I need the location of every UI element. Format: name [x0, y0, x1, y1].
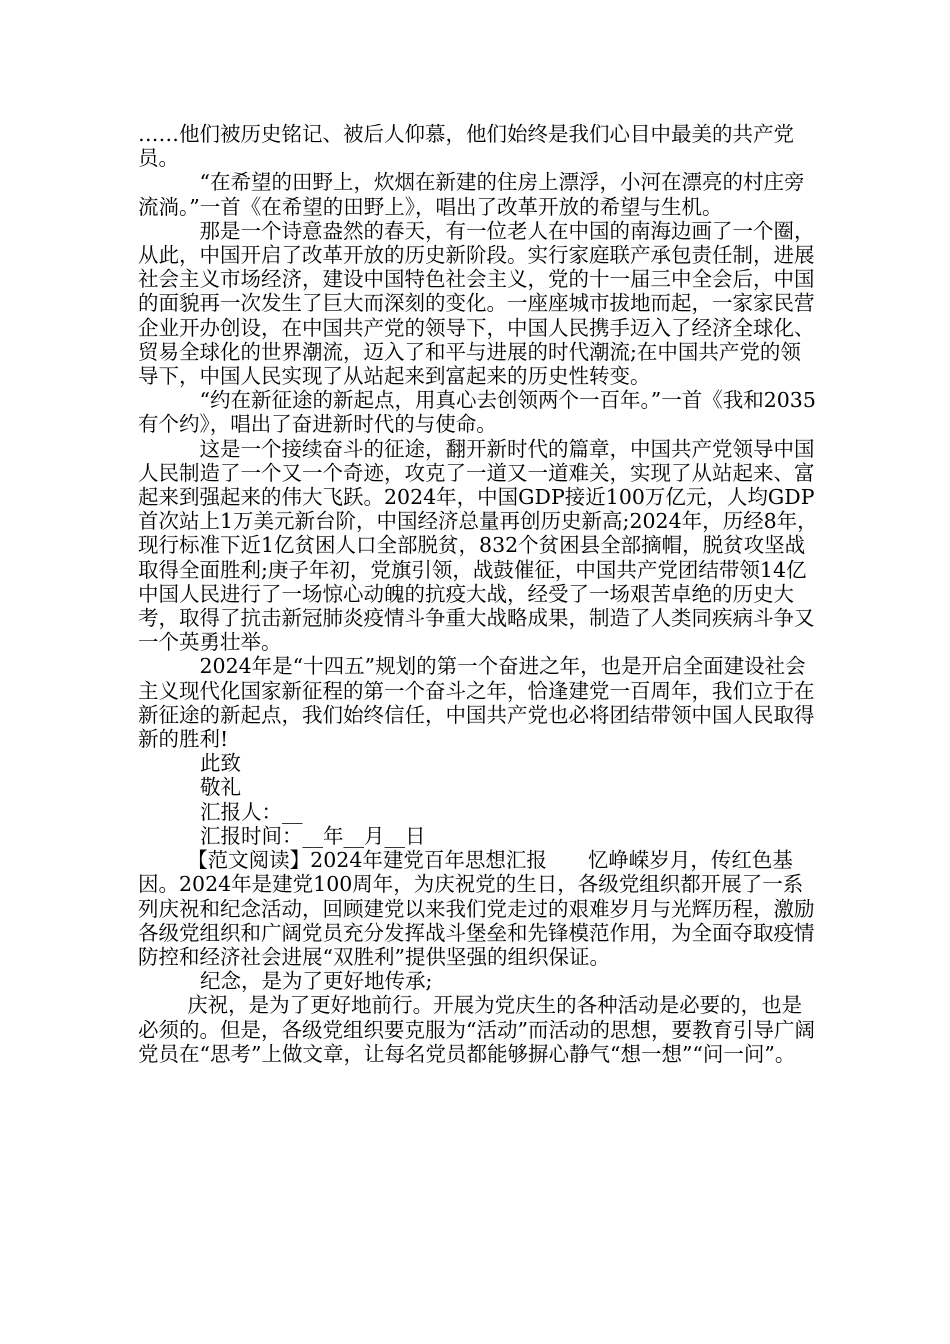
closing-greeting-1: 此致: [200, 751, 241, 776]
paragraph-celebrate: 庆祝，是为了更好地前行。开展为党庆生的各种活动是必要的，也是必须的。但是，各级党组织要克服为“活动”而活动的思想，要教育引导广阔党员在“思考”上做文章，让每名党员都能够摒心静气“想一想”“问一问”。: [138, 993, 815, 1066]
paragraph-continuation: ……他们被历史铭记、被后人仰慕，他们始终是我们心目中最美的共产党员。: [138, 122, 794, 171]
paragraph-commemorate: 纪念，是为了更好地传承;: [200, 969, 433, 994]
paragraph-new-era: 这是一个接续奋斗的征途，翻开新时代的篇章，中国共产党领导中国人民制造了一个又一个奇迹，攻克了一道又一道难关，实现了从站起来、富起来到强起来的伟大飞跃。2024年，中国GDP接近100万亿元，人均GDP首次站上1万美元新台阶，中国经济总量再创历史新高;2024年，历经8年，现行标准下近1亿贫困人口全部脱贫，832个贫困县全部摘帽，脱贫攻坚战取得全面胜利;庚子年初，党旗引领，战鼓催征，中国共产党团结带领14亿中国人民进行了一场惊心动魄的抗疫大战，经受了一场艰苦卓绝的历史大考，取得了抗击新冠肺炎疫情斗争重大战略成果，制造了人类同疾病斗争又一个英勇壮举。: [138, 436, 818, 655]
paragraph-reform-opening: 那是一个诗意盎然的春天，有一位老人在中国的南海边画了一个圈，从此，中国开启了改革开放的历史新阶段。实行家庭联产承包责任制，进展社会主义市场经济，建设中国特色社会主义，党的十一届三中全会后，中国的面貌再一次发生了巨大而深刻的变化。一座座城市拔地而起，一家家民营企业开办创设，在中国共产党的领导下，中国人民携手迈入了经济全球化、贸易全球化的世界潮流，迈入了和平与进展的时代潮流;在中国共产党的领导下，中国人民实现了从站起来到富起来的历史性转变。: [138, 218, 815, 389]
paragraph-song-quote-1: “在希望的田野上，炊烟在新建的住房上漂浮，小河在漂亮的村庄旁流淌。”一首《在希望的田野上》，唱出了改革开放的希望与生机。: [138, 170, 805, 219]
paragraph-sample-reading: 【范文阅读】2024年建党百年思想汇报 忆峥嵘岁月，传红色基因。2024年是建党100周年，为庆祝党的生日，各级党组织都开展了一系列庆祝和纪念活动，回顾建党以来我们党走过的艰难岁月与光辉历程，激励各级党组织和广阔党员充分发挥战斗堡垒和先锋模范作用，为全面夺取疫情防控和经济社会进展“双胜利”提供坚强的组织保证。: [138, 848, 815, 969]
paragraph-conclusion: 2024年是“十四五”规划的第一个奋进之年，也是开启全面建设社会主义现代化国家新征程的第一个奋斗之年，恰逢建党一百周年，我们立于在新征途的新起点，我们始终信任，中国共产党也必将团结带领中国人民取得新的胜利!: [138, 654, 815, 752]
paragraph-song-quote-2: “约在新征途的新起点，用真心去创领两个一百年。”一首《我和2035有个约》，唱出了奋进新时代的与使命。: [138, 388, 816, 437]
report-date-line: 汇报时间：__年__月__日: [200, 823, 426, 848]
document-page: [138, 122, 818, 1066]
closing-greeting-2: 敬礼: [200, 775, 241, 800]
reporter-line: 汇报人：__: [200, 799, 303, 824]
